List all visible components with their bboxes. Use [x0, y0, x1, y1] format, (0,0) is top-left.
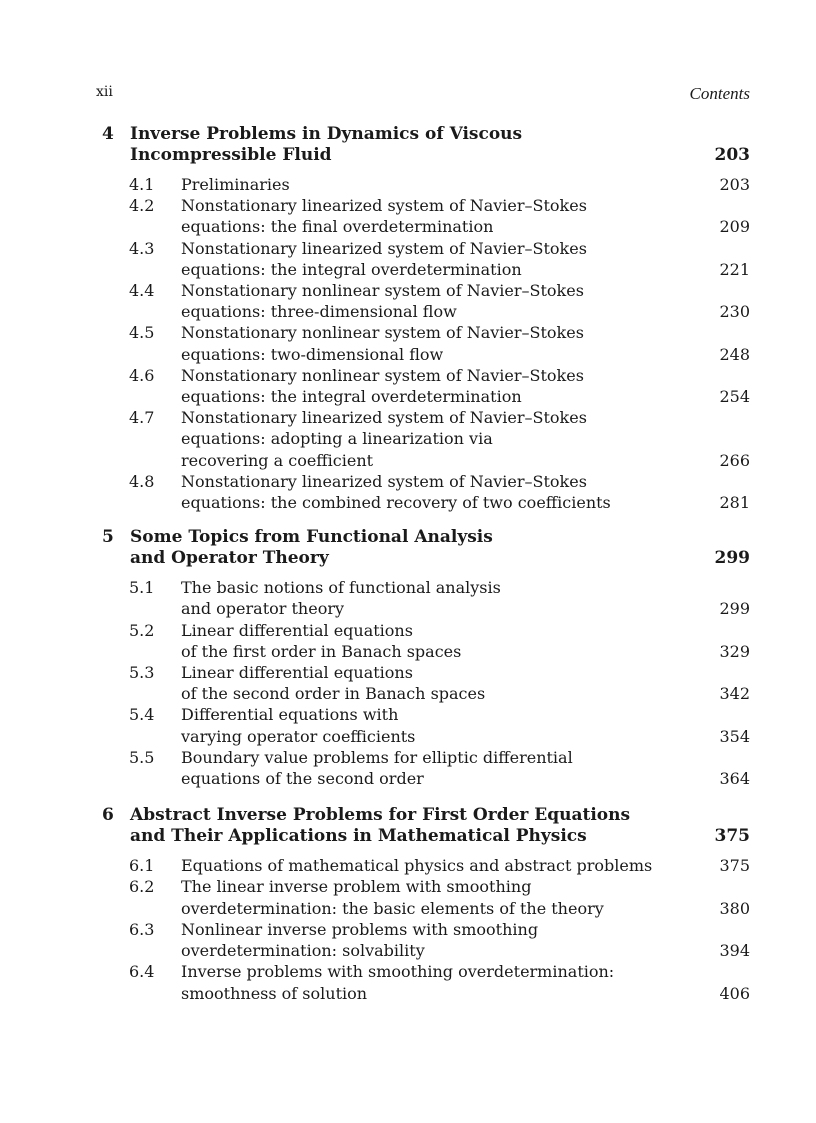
section-page-number: 354 [719, 726, 750, 746]
running-title: Contents [689, 84, 750, 103]
chapter-title-line: Inverse Problems in Dynamics of Viscous [130, 124, 523, 144]
section-title: The basic notions of functional analysis and operator theory [181, 578, 501, 619]
chapter-number: 6 [102, 805, 114, 826]
chapter-4 [96, 124, 750, 513]
section-number: 5.4 [129, 705, 155, 725]
chapter-6 [96, 805, 750, 1003]
toc-entry [96, 620, 750, 662]
chapter-number: 5 [102, 527, 114, 548]
chapter-heading [96, 124, 750, 166]
section-number: 4.4 [129, 281, 155, 301]
section-page-number: 394 [719, 941, 750, 961]
section-page-number: 380 [719, 898, 750, 918]
section-title: Preliminaries [181, 175, 290, 194]
chapter-heading [96, 527, 750, 569]
toc-entry [96, 174, 750, 195]
section-title: Linear differential equations of the first order in Banach spaces [181, 620, 462, 661]
section-number: 6.2 [129, 877, 155, 897]
chapter-5 [96, 527, 750, 789]
section-page-number: 221 [719, 259, 750, 279]
section-page-number: 266 [719, 450, 750, 470]
toc-entry [96, 961, 750, 1003]
section-page-number: 203 [719, 175, 750, 194]
section-title: Nonstationary nonlinear system of Navier–Stokes equations: two-dimensional flow [181, 323, 584, 364]
section-page-number: 254 [719, 387, 750, 407]
page-header [96, 84, 750, 104]
section-list [96, 174, 750, 513]
chapter-page-number: 299 [714, 548, 750, 569]
page-number: xii [96, 84, 113, 100]
section-title: Nonlinear inverse problems with smoothing overdetermination: solvability [181, 919, 539, 961]
section-list [96, 855, 750, 1003]
table-of-contents [96, 124, 750, 1016]
toc-entry [96, 577, 750, 619]
toc-entry [96, 322, 750, 364]
section-title: Linear differential equations of the second order in Banach spaces [181, 663, 486, 704]
toc-entry [96, 365, 750, 407]
toc-entry [96, 471, 750, 513]
section-page-number: 299 [719, 599, 750, 619]
section-title: Boundary value problems for elliptic differential equations of the second order [181, 747, 573, 789]
section-number: 4.8 [129, 471, 155, 491]
section-number: 6.3 [129, 919, 155, 939]
toc-entry [96, 662, 750, 704]
section-page-number: 281 [719, 493, 750, 513]
section-page-number: 364 [719, 769, 750, 789]
section-number: 4.6 [129, 365, 155, 385]
section-title: Nonstationary nonlinear system of Navier–Stokes equations: three-dimensional flow [181, 281, 584, 322]
section-title: Nonstationary linearized system of Navier–Stokes equations: the combined recovery of two coefficients [181, 471, 611, 513]
toc-entry [96, 195, 750, 237]
toc-entry [96, 238, 750, 280]
section-number: 4.3 [129, 238, 155, 258]
section-number: 5.3 [129, 663, 155, 683]
section-number: 5.1 [129, 578, 155, 598]
section-list [96, 577, 750, 789]
toc-entry [96, 280, 750, 322]
chapter-page-number: 203 [714, 145, 750, 165]
section-number: 4.2 [129, 196, 155, 216]
section-number: 4.5 [129, 323, 155, 343]
toc-entry [96, 876, 750, 918]
chapter-title-line: and Their Applications in Mathematical Physics [130, 826, 587, 847]
section-title: Differential equations with varying operator coefficients [181, 705, 416, 746]
toc-entry [96, 919, 750, 961]
section-page-number: 230 [719, 302, 750, 322]
chapter-number: 4 [102, 124, 114, 144]
chapter-page-number: 375 [714, 826, 750, 847]
section-page-number: 375 [719, 856, 750, 876]
chapter-title-line: Some Topics from Functional Analysis [130, 527, 493, 548]
chapter-title-line: Incompressible Fluid [130, 145, 332, 165]
toc-entry [96, 407, 750, 471]
section-number: 4.7 [129, 408, 155, 428]
toc-entry [96, 747, 750, 789]
section-page-number: 209 [719, 217, 750, 237]
section-title: The linear inverse problem with smoothing overdetermination: the basic elements of the theory [181, 877, 604, 918]
section-number: 6.1 [129, 856, 155, 876]
section-title: Nonstationary linearized system of Navier–Stokes equations: the final overdetermination [181, 196, 587, 237]
toc-entry [96, 704, 750, 746]
chapter-heading [96, 805, 750, 847]
toc-entry [96, 855, 750, 876]
section-title: Nonstationary linearized system of Navier–Stokes equations: the integral overdetermination [181, 238, 587, 279]
section-number: 4.1 [129, 175, 155, 194]
chapter-title-line: Abstract Inverse Problems for First Order Equations [130, 805, 631, 826]
section-page-number: 248 [719, 344, 750, 364]
section-title: Inverse problems with smoothing overdetermination: smoothness of solution [181, 962, 615, 1003]
section-page-number: 406 [719, 983, 750, 1003]
section-number: 6.4 [129, 962, 155, 982]
section-page-number: 342 [719, 684, 750, 704]
chapter-title-line: and Operator Theory [130, 548, 329, 569]
section-page-number: 329 [719, 641, 750, 661]
section-title: Equations of mathematical physics and abstract problems [181, 856, 653, 876]
section-title: Nonstationary linearized system of Navier–Stokes equations: adopting a linearization via recovering a coefficient [181, 408, 587, 470]
section-number: 5.2 [129, 620, 155, 640]
section-title: Nonstationary nonlinear system of Navier–Stokes equations: the integral overdetermination [181, 365, 584, 407]
section-number: 5.5 [129, 747, 155, 767]
